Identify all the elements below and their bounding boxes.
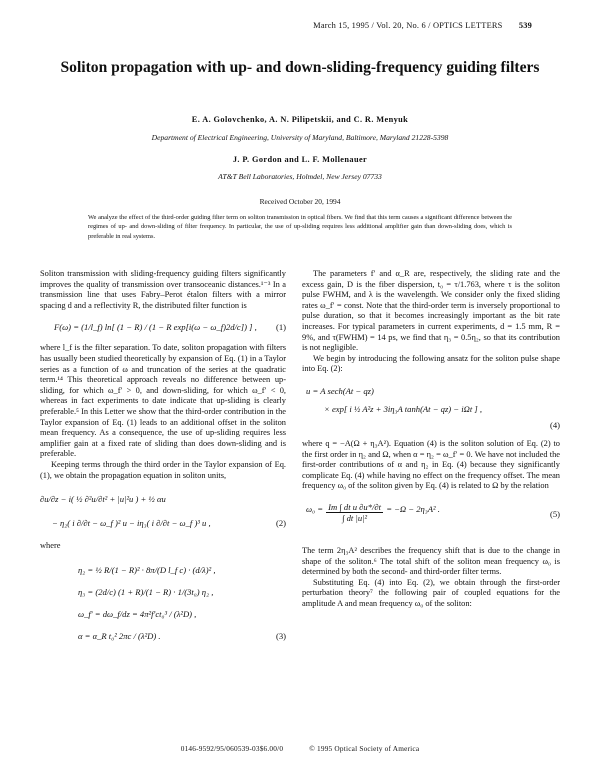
where-text: where bbox=[40, 541, 61, 551]
equation-3-number: (3) bbox=[275, 630, 286, 641]
left-paragraph-2: where l_f is the filter separation. To date, soliton propagation with filters has usually been studied theoretically by expansion of Eq. (1) in a Taylor series as a function of ω and truncation of the series at the quadratic term.¹⁴ This theoretical approach reveals no difference between up-sliding, for which ω_f′ > 0, and down-sliding, for which ω_f′ < 0, whereas in fact experiments to date indicate that up-sliding is clearly preferable.⁵ In this Letter we show that the third-order contribution in the Taylor expansion of Eq. (1) leads to an additional offset in the soliton mean frequency. As a consequence, the use of up-sliding requires less amplifier gain at a fixed rate of sliding than does down-sliding and is preferable. bbox=[40, 343, 286, 459]
right-paragraph-4: The term 2η₃A² describes the frequency shift that is due to the change in shape of the soliton.⁶ The total shift of the soliton mean frequency ω₀ is determined by both the second- and third-order filter terms. bbox=[302, 545, 560, 577]
article-code: 0146-9592/95/060539-03$6.00/0 bbox=[180, 744, 284, 753]
equation-4-line-1-body: u = A sech(At − qz) bbox=[306, 385, 374, 396]
right-paragraph-5: Substituting Eq. (4) into Eq. (2), we obtain through the first-order perturbation theory⁷ the following pair of coupled equations for the amplitude A and mean frequency ω₀ of the soliton: bbox=[302, 577, 560, 608]
equation-3-line-3-body: ω_f′ = dω_f/dz = 4π²f′ct₀³ / (λ²D) , bbox=[78, 608, 197, 619]
author-list-2: J. P. Gordon and L. F. Mollenauer bbox=[232, 155, 368, 164]
running-head bbox=[313, 21, 532, 30]
equation-5-lhs: ω₀ = bbox=[306, 504, 324, 515]
equation-1 bbox=[54, 317, 286, 337]
affiliation-2: AT&T Bell Laboratories, Holmdel, New Jersey 07733 bbox=[218, 172, 382, 181]
equation-2-line-1 bbox=[40, 489, 286, 513]
equation-4-line-2 bbox=[324, 403, 560, 419]
equation-3-line-2-body: η₃ = (2d/c) (1 + R)/(1 − R) · 1/(3t₀) η₂ , bbox=[78, 586, 214, 597]
equation-2-line-2-body: − η₂( i ∂/∂t − ω_f )² u − iη₃( i ∂/∂t − ω_f )³ u , bbox=[52, 518, 211, 529]
equation-4-number-row bbox=[302, 419, 560, 435]
right-paragraph-1: The parameters f′ and α_R are, respectively, the sliding rate and the excess gain, D is the fiber dispersion, t₀ = τ/1.763, where τ is the soliton pulse FWHM, and λ is the wavelength. We consider only the fixed sliding rates ω_f′ = const. Note that the third-order term is inversely proportional to pulse duration, so that it becomes increasingly important as the bit rate increases. For typical parameters in current experiments, d = 1.5 mm, R = 9%, and τ(FWHM) = 14 ps, we find that η₃ = 0.5η₂, so that its contribution is not negligible. bbox=[302, 269, 560, 353]
copyright: © 1995 Optical Society of America bbox=[309, 744, 420, 753]
right-paragraph-3: where q = −A(Ω + η₃A²). Equation (4) is the soliton solution of Eq. (2) to the first order in η₂ and Ω, when α = η₂ = ω_f′ = 0. We have not included the first-order contributions of α and η₂ in Eq. (4) because they significantly complicate Eq. (4) while having no effect on the frequency offset. The mean frequency ω₀ of the soliton given by Eq. (4) is related to Ω by the relation bbox=[302, 438, 560, 491]
left-paragraph-1: Soliton transmission with sliding-frequency guiding filters significantly improves the quality of transmission over transoceanic distances.¹⁻³ In a transmission line that uses Fabry–Perot étalon filters with a mirror spacing d and a reflectivity R, the distributed filter function is bbox=[40, 269, 286, 310]
equation-4-line-2-body: × exp[ i ½ A²z + 3iη₃A tanh(At − qz) − iΩt ] , bbox=[324, 403, 483, 414]
equation-5-numerator: Im ∫ dt u ∂u*/∂t bbox=[328, 501, 382, 512]
left-paragraph-3: Keeping terms through the third order in the Taylor expansion of Eq. (1), we obtain the propagation equation in soliton units, bbox=[40, 459, 286, 480]
equation-5 bbox=[306, 502, 560, 536]
equation-4-line-1 bbox=[306, 385, 560, 403]
equation-4-number: (4) bbox=[549, 419, 560, 430]
equation-3-line-3 bbox=[78, 604, 286, 626]
equation-5-rhs: = −Ω − 2η₃A² . bbox=[386, 504, 440, 515]
equation-5-number: (5) bbox=[549, 508, 560, 519]
equation-2-line-1-body: ∂u/∂z − i( ½ ∂²u/∂t² + |u|²u ) + ½ αu bbox=[40, 494, 166, 505]
equation-5-fraction bbox=[326, 502, 383, 523]
right-column bbox=[302, 269, 560, 609]
page-footer bbox=[0, 744, 600, 753]
received-date: Received October 20, 1994 bbox=[259, 197, 341, 206]
paper-title: Soliton propagation with up- and down-sliding-frequency guiding filters bbox=[60, 59, 540, 76]
equation-1-body: F(ω) = (1/l_f) ln[ (1 − R) / (1 − R exp[i(ω − ω_f)2d/c]) ] , bbox=[54, 322, 257, 333]
left-column bbox=[40, 269, 286, 648]
equation-5-denominator: ∫ dt |u|² bbox=[342, 512, 368, 523]
right-paragraph-2: We begin by introducing the following ansatz for the soliton pulse shape into Eq. (2): bbox=[302, 353, 560, 374]
equation-3-line-1-body: η₂ = ½ R/(1 − R)² · 8π/(D l_f c) · (d/λ)² , bbox=[78, 564, 216, 575]
equation-2-line-2 bbox=[52, 513, 286, 535]
equation-3-line-4 bbox=[78, 626, 286, 648]
equation-3-block bbox=[78, 560, 286, 648]
equation-1-number: (1) bbox=[275, 322, 286, 333]
equation-3-line-1 bbox=[78, 560, 286, 582]
author-list-1: E. A. Golovchenko, A. N. Pilipetskii, and C. R. Menyuk bbox=[191, 115, 409, 124]
equation-3-line-2 bbox=[78, 582, 286, 604]
equation-2-number: (2) bbox=[275, 518, 286, 529]
affiliation-1: Department of Electrical Engineering, University of Maryland, Baltimore, Maryland 21228-5398 bbox=[151, 133, 449, 142]
equation-3-line-4-body: α = α_R t₀² 2πc / (λ²D) . bbox=[78, 630, 161, 641]
abstract: We analyze the effect of the third-order guiding filter term on soliton transmission in optical fibers. We find that this term causes a significant difference between the regimes of up- and down-sliding of filter frequency. In particular, the use of up-sliding requires less additional amplifier gain than down-sliding does, which is preferable in real systems. bbox=[88, 214, 512, 240]
page-number: 539 bbox=[518, 21, 532, 30]
journal-citation: March 15, 1995 / Vol. 20, No. 6 / OPTICS LETTERS bbox=[313, 21, 503, 30]
